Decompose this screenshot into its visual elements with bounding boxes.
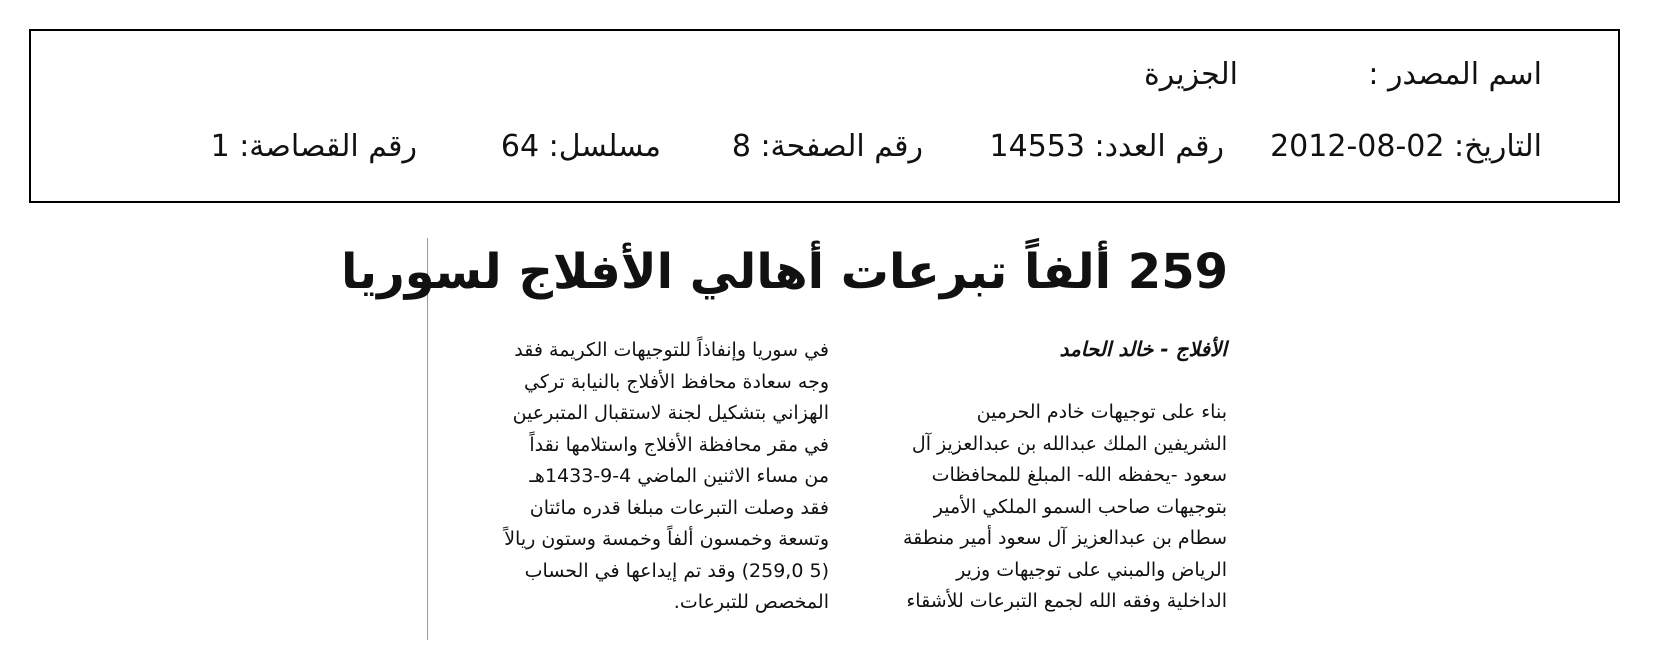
article-line: سعود -يحفظه الله- المبلغ للمحافظات [931,464,1227,486]
serial-field: مسلسل: 64 [500,129,661,164]
article-column-left [467,335,829,619]
source-info-box [29,29,1620,203]
article-line: بناء على توجيهات خادم الحرمين [976,401,1227,423]
page-number-field: رقم الصفحة: 8 [731,129,923,164]
date-field: التاريخ: 02-08-2012 [1270,129,1542,164]
article-headline: 259 ألفاً تبرعات أهالي الأفلاج لسوريا [341,244,1228,300]
article-line: الرياض والمبني على توجيهات وزير [956,558,1227,581]
article-line: من مساء الاثنين الماضي 4-9-1433هـ [529,465,829,487]
article-line: المخصص للتبرعات. [673,591,829,613]
source-value: الجزيرة [1143,57,1238,92]
issue-number-field: رقم العدد: 14553 [989,129,1224,164]
article-line: الداخلية وفقه الله لجمع التبرعات للأشقاء [906,590,1227,612]
article-line: وجه سعادة محافظ الأفلاج بالنيابة تركي [524,370,829,393]
article-line: فقد وصلت التبرعات مبلغا قدره مائتان [529,496,829,519]
article-line: الهزاني بتشكيل لجنة لاستقبال المتبرعين [512,402,829,424]
clip-number-field: رقم القصاصة: 1 [210,129,417,164]
article-line: في سوريا وإنفاذاً للتوجيهات الكريمة فقد [514,339,829,361]
article-column-right [865,397,1227,618]
article-line: في مقر محافظة الأفلاج واستلامها نقداً [529,433,829,456]
article-line: وتسعة وخمسون ألفاً وخمسة وستون ريالاً [504,528,829,550]
article-line: (5 259,0) وقد تم إيداعها في الحساب [524,559,829,582]
source-label: اسم المصدر : [1368,57,1542,92]
article-line: بتوجيهات صاحب السمو الملكي الأمير [933,495,1227,518]
article-byline: الأفلاج - خالد الحامد [1059,337,1227,361]
article-line: الشريفين الملك عبدالله بن عبدالعزيز آل [911,432,1227,455]
article-line: سطام بن عبدالعزيز آل سعود أمير منطقة [903,527,1227,549]
